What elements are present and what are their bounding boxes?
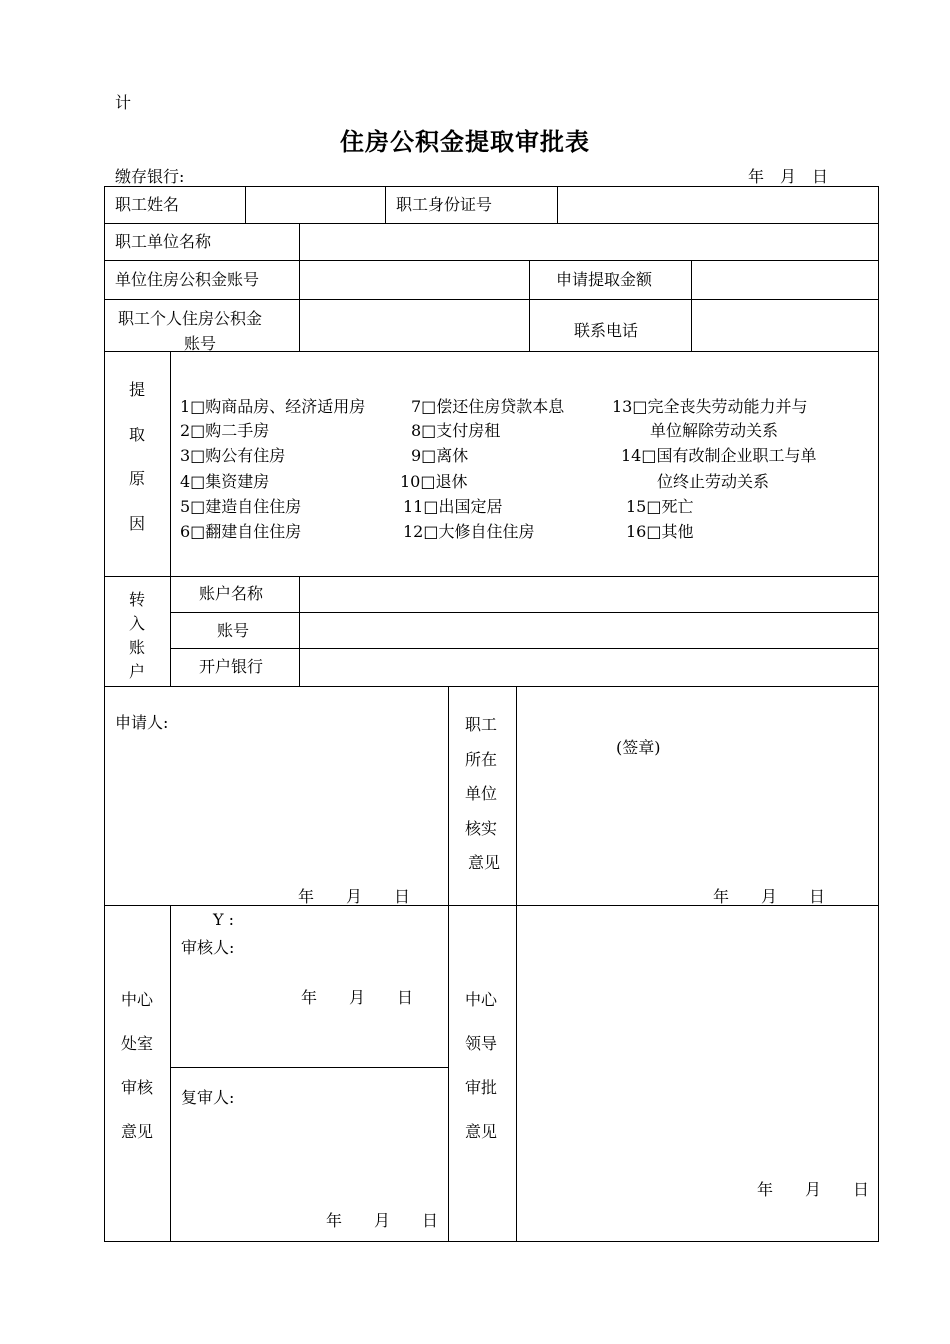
employee-unit-label: 职工单位名称: [115, 232, 212, 251]
reason-option[interactable]: 15□死亡: [626, 497, 694, 516]
center-leader-date: 年 月 日: [757, 1180, 870, 1199]
employee-id-label: 职工身份证号: [396, 195, 493, 214]
reason-option[interactable]: 12□大修自住住房: [403, 522, 535, 541]
transfer-label-1: 转: [129, 590, 146, 609]
page-title: 住房公积金提取审批表: [340, 128, 590, 156]
unit-verify-label-5: 意见: [468, 853, 501, 872]
reason-label-4: 因: [129, 514, 146, 533]
applicant-label: 申请人:: [115, 713, 169, 732]
center-leader-label-4: 意见: [465, 1122, 498, 1141]
reason-option[interactable]: 1□购商品房、经济适用房: [180, 397, 366, 416]
y-mark: Y :: [213, 910, 235, 929]
reason-option[interactable]: 11□出国定居: [403, 497, 503, 516]
reason-option-cont: 单位解除劳动关系: [650, 421, 779, 440]
transfer-label-3: 账: [129, 638, 146, 657]
center-office-label-1: 中心: [121, 990, 154, 1009]
employee-name-label: 职工姓名: [115, 195, 180, 214]
account-name-label: 账户名称: [199, 584, 264, 603]
top-mark: 计: [115, 93, 132, 112]
reason-option[interactable]: 2□购二手房: [180, 421, 270, 440]
unit-account-label: 单位住房公积金账号: [115, 270, 260, 289]
center-office-label-3: 审核: [121, 1078, 154, 1097]
seal-label: (签章): [616, 738, 661, 757]
bank-label: 缴存银行:: [115, 167, 185, 186]
applicant-date: 年 月 日: [298, 887, 411, 906]
center-leader-label-2: 领导: [465, 1034, 498, 1053]
reason-label-1: 提: [129, 380, 146, 399]
reason-label-3: 原: [129, 469, 146, 488]
reason-option[interactable]: 10□退休: [400, 472, 468, 491]
reason-option[interactable]: 5□建造自住住房: [180, 497, 302, 516]
rechecker-label: 复审人:: [181, 1088, 235, 1107]
header-date: 年 月 日: [748, 167, 829, 186]
unit-verify-label-2: 所在: [465, 750, 498, 769]
reason-option[interactable]: 3□购公有住房: [180, 446, 286, 465]
unit-verify-label-4: 核实: [465, 819, 498, 838]
withdraw-amount-label: 申请提取金额: [556, 270, 653, 289]
center-leader-label-1: 中心: [465, 990, 498, 1009]
reason-option[interactable]: 13□完全丧失劳动能力并与: [612, 397, 808, 416]
open-bank-label: 开户银行: [199, 657, 264, 676]
reason-option[interactable]: 16□其他: [626, 522, 694, 541]
reason-option[interactable]: 7□偿还住房贷款本息: [411, 397, 565, 416]
reviewer-date: 年 月 日: [301, 988, 414, 1007]
reason-option[interactable]: 9□离休: [411, 446, 469, 465]
phone-label: 联系电话: [574, 321, 639, 340]
reason-option[interactable]: 8□支付房租: [411, 421, 501, 440]
transfer-label-4: 户: [129, 662, 146, 681]
transfer-label-2: 入: [129, 614, 146, 633]
center-office-label-2: 处室: [121, 1034, 154, 1053]
unit-verify-label-1: 职工: [465, 715, 498, 734]
personal-account-label-1: 职工个人住房公积金: [118, 309, 263, 328]
unit-verify-date: 年 月 日: [713, 887, 826, 906]
center-leader-label-3: 审批: [465, 1078, 498, 1097]
rechecker-date: 年 月 日: [326, 1211, 439, 1230]
reason-option[interactable]: 6□翻建自住住房: [180, 522, 302, 541]
reason-option[interactable]: 4□集资建房: [180, 472, 270, 491]
account-no-label: 账号: [217, 621, 250, 640]
reviewer-label: 审核人:: [181, 938, 235, 957]
reason-option-cont: 位终止劳动关系: [657, 472, 770, 491]
reason-option[interactable]: 14□国有改制企业职工与单: [621, 446, 817, 465]
unit-verify-label-3: 单位: [465, 784, 498, 803]
personal-account-label-2: 账号: [184, 334, 217, 353]
center-office-label-4: 意见: [121, 1122, 154, 1141]
reason-label-2: 取: [129, 425, 146, 444]
